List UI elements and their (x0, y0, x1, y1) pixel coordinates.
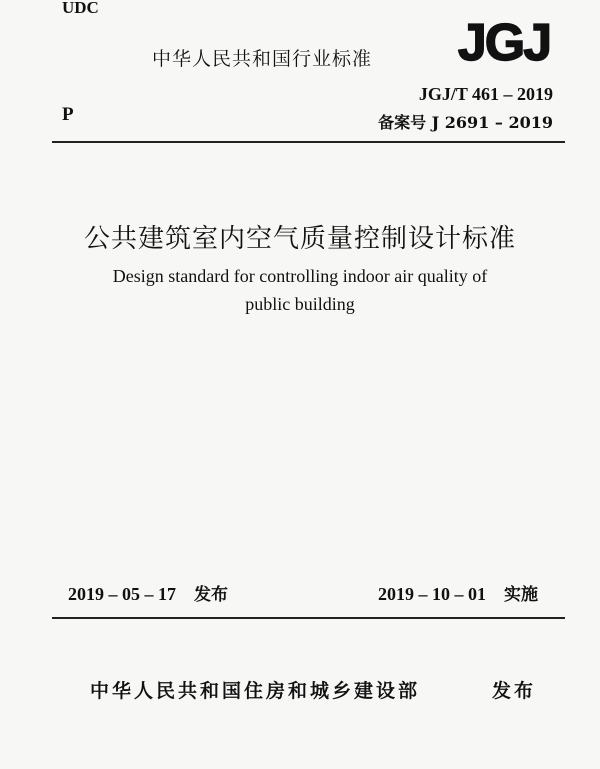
issue-date: 2019 – 05 – 17 (68, 584, 176, 604)
title-chinese: 公共建筑室内空气质量控制设计标准 (83, 224, 516, 254)
jgj-logo (456, 14, 552, 64)
record-number: 备案号 J 2691 – 2019 (378, 113, 553, 132)
implementation-date: 2019 – 10 – 01 (378, 584, 486, 604)
implementation-date-block (378, 580, 538, 605)
standard-type: 中华人民共和国行业标准 (152, 48, 373, 70)
logo-text: JGJ (457, 14, 551, 64)
issue-label: 发布 (194, 585, 228, 605)
publisher-name: 中华人民共和国住房和城乡建设部 (90, 680, 421, 702)
issue-date-block (68, 580, 228, 605)
bottom-divider (52, 617, 565, 619)
publish-label: 发布 (492, 680, 537, 702)
title-english-line2: public building (245, 294, 355, 314)
title-english-line1: Design standard for controlling indoor air quality of (112, 266, 488, 286)
udc-label: UDC (62, 0, 99, 17)
standard-code: JGJ/T 461 – 2019 (418, 84, 553, 104)
classification-code: P (62, 104, 74, 125)
top-divider (52, 141, 565, 143)
implementation-label: 实施 (504, 585, 538, 605)
